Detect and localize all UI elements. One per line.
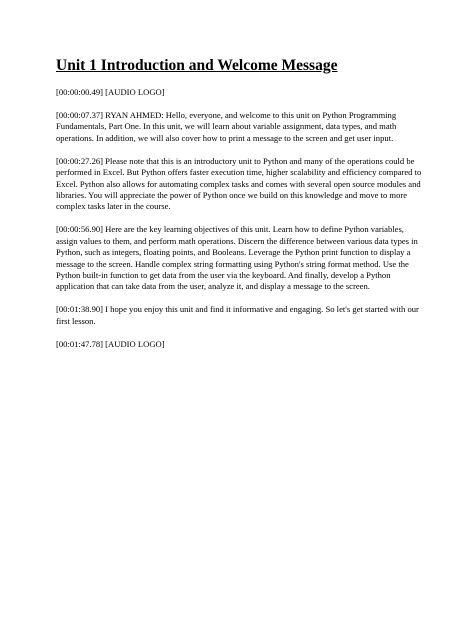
- transcript-paragraph: [00:00:56.90] Here are the key learning objectives of this unit. Learn how to define Python variables, assign values to them, and perform math operations. Discern the difference between various data types in Python, such as integers, floating points, and Booleans. Leverage the Python print function to display a message to the screen. Handle complex string formatting using Python's string format method. Use the Python built-in function to get data from the user via the keyboard. And finally, develop a Python application that can take data from the user, analyze it, and display a message to the screen.: [56, 224, 418, 292]
- document-page: [56, 56, 422, 362]
- document-title: Unit 1 Introduction and Welcome Message: [56, 57, 338, 74]
- transcript-paragraph: [00:00:27.26] Please note that this is an introductory unit to Python and many of the operations could be performed in Excel. But Python offers faster execution time, higher scalability and efficiency compared to Excel. Python also allows for automating complex tasks and comes with several open source modules and libraries. You will appreciate the power of Python once we build on this knowledge and move to more complex tasks later in the course.: [56, 155, 422, 212]
- transcript-paragraph: [00:00:00.49] [AUDIO LOGO]: [56, 87, 165, 97]
- transcript-paragraph: [00:00:07.37] RYAN AHMED: Hello, everyone, and welcome to this unit on Python Programming Fundamentals, Part One. In this unit, we will learn about variable assignment, data types, and math operations. In addition, we will also cover how to print a message to the screen and get user input.: [56, 110, 397, 143]
- transcript-paragraph: [00:01:47.78] [AUDIO LOGO]: [56, 338, 165, 349]
- transcript-paragraph: [00:01:38.90] I hope you enjoy this unit and find it informative and engaging. So let's get started with our first lesson.: [56, 304, 419, 326]
